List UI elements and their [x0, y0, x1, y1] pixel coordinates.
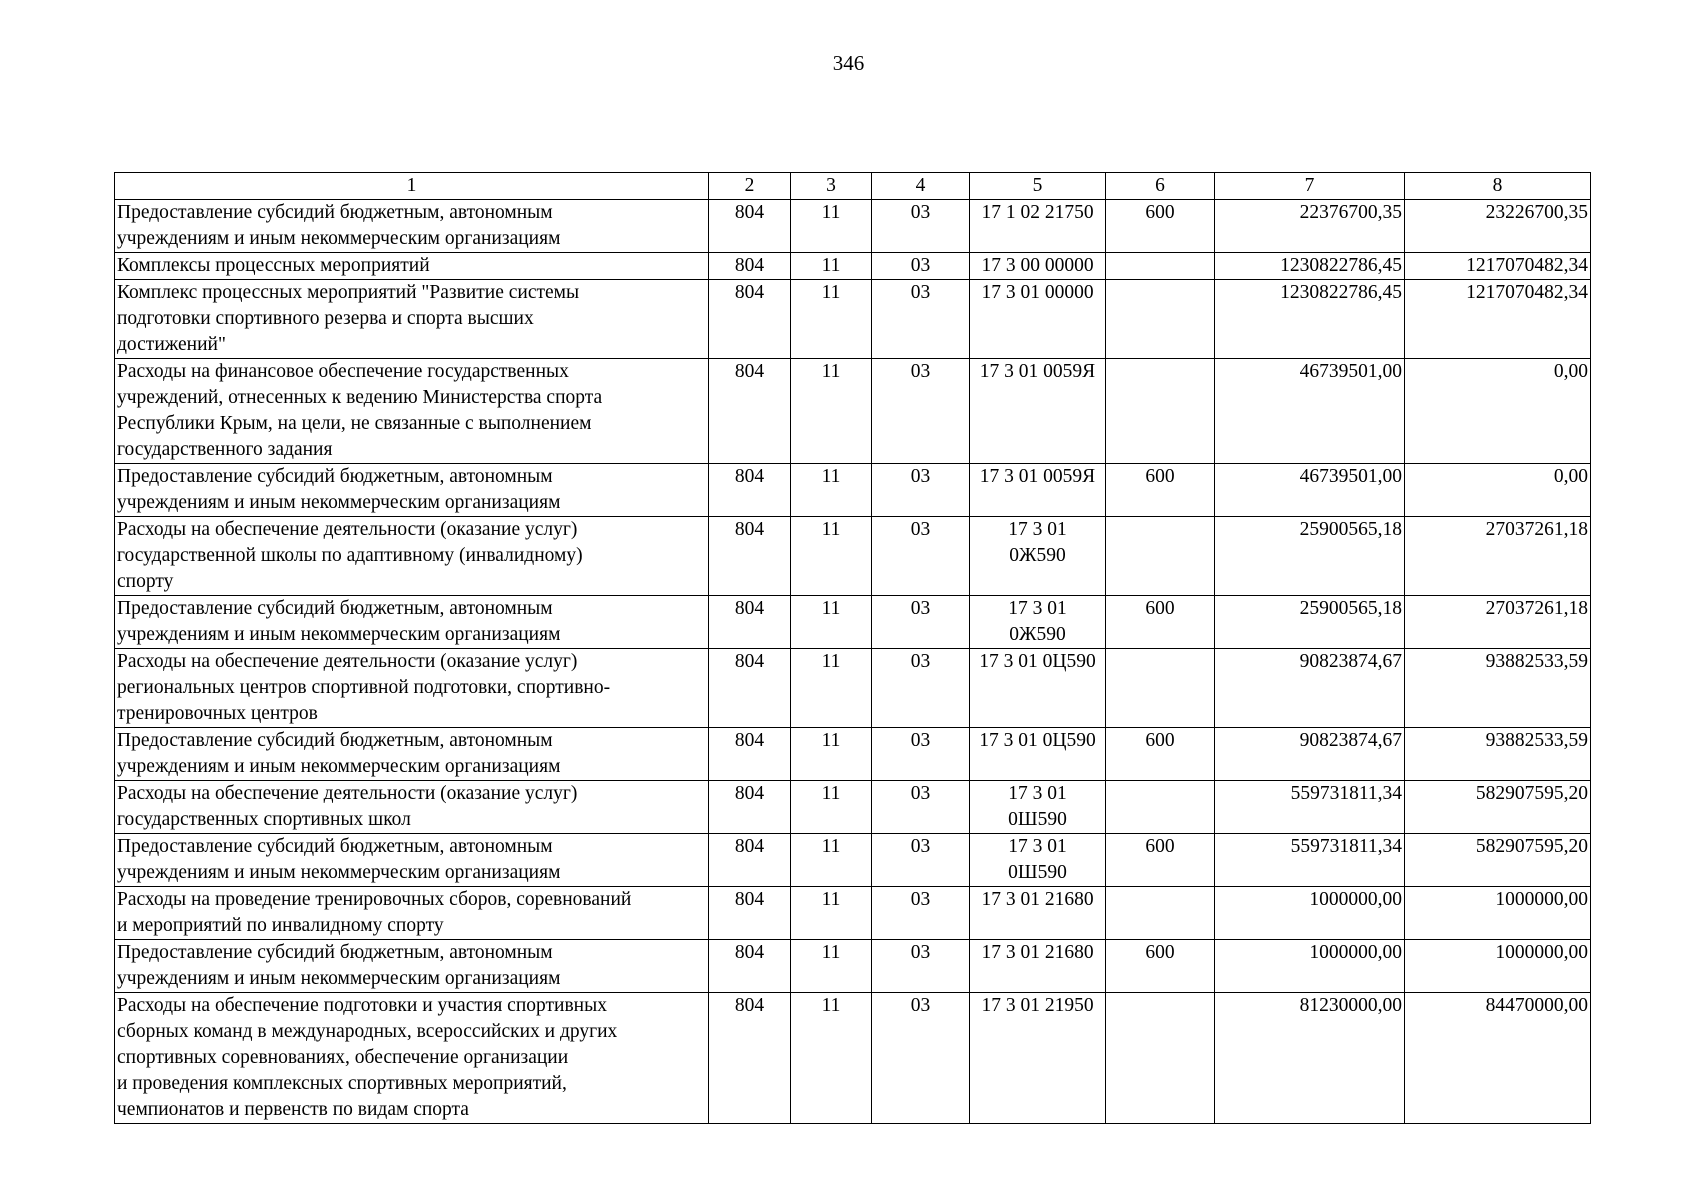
- department-code-cell: 804: [709, 596, 791, 649]
- amount-year-1-cell: 1000000,00: [1215, 940, 1405, 993]
- subsection-code-cell: 03: [872, 834, 970, 887]
- amount-year-2-cell: 1217070482,34: [1405, 253, 1591, 280]
- department-code-cell: 804: [709, 940, 791, 993]
- column-header: 8: [1405, 173, 1591, 200]
- column-header: 6: [1106, 173, 1215, 200]
- amount-year-1-cell: 1230822786,45: [1215, 253, 1405, 280]
- subsection-code-cell: 03: [872, 728, 970, 781]
- department-code-cell: 804: [709, 464, 791, 517]
- section-code-cell: 11: [791, 834, 872, 887]
- amount-year-2-cell: 1000000,00: [1405, 940, 1591, 993]
- expense-name-cell: Предоставление субсидий бюджетным, автономным учреждениям и иным некоммерческим организациям: [115, 596, 709, 649]
- expense-name-cell: Предоставление субсидий бюджетным, автономным учреждениям и иным некоммерческим организациям: [115, 728, 709, 781]
- amount-year-1-cell: 22376700,35: [1215, 200, 1405, 253]
- amount-year-1-cell: 90823874,67: [1215, 728, 1405, 781]
- department-code-cell: 804: [709, 280, 791, 359]
- table-row: [115, 940, 1591, 993]
- table-row: [115, 993, 1591, 1124]
- section-code-cell: 11: [791, 649, 872, 728]
- amount-year-2-cell: 84470000,00: [1405, 993, 1591, 1124]
- section-code-cell: 11: [791, 940, 872, 993]
- expense-type-cell: 600: [1106, 728, 1215, 781]
- amount-year-2-cell: 1000000,00: [1405, 887, 1591, 940]
- target-article-cell: 17 3 01 21680: [970, 940, 1106, 993]
- subsection-code-cell: 03: [872, 781, 970, 834]
- department-code-cell: 804: [709, 834, 791, 887]
- department-code-cell: 804: [709, 781, 791, 834]
- subsection-code-cell: 03: [872, 649, 970, 728]
- department-code-cell: 804: [709, 517, 791, 596]
- expense-name-cell: Расходы на обеспечение подготовки и участия спортивных сборных команд в международных, всероссийских и других спортивных соревнованиях, обеспечение организации и проведения комплексных спортивных мероприятий, чемпионатов и первенств по видам спорта: [115, 993, 709, 1124]
- expense-type-cell: 600: [1106, 200, 1215, 253]
- subsection-code-cell: 03: [872, 517, 970, 596]
- table-body: [115, 200, 1591, 1124]
- amount-year-1-cell: 1230822786,45: [1215, 280, 1405, 359]
- table-header-row: [115, 173, 1591, 200]
- amount-year-1-cell: 25900565,18: [1215, 596, 1405, 649]
- column-header: 7: [1215, 173, 1405, 200]
- target-article-cell: 17 3 00 00000: [970, 253, 1106, 280]
- amount-year-1-cell: 46739501,00: [1215, 359, 1405, 464]
- amount-year-2-cell: 582907595,20: [1405, 781, 1591, 834]
- department-code-cell: 804: [709, 253, 791, 280]
- expense-type-cell: 600: [1106, 834, 1215, 887]
- amount-year-2-cell: 1217070482,34: [1405, 280, 1591, 359]
- target-article-cell: 17 3 01 21680: [970, 887, 1106, 940]
- amount-year-2-cell: 93882533,59: [1405, 649, 1591, 728]
- target-article-cell: 17 3 01 0Ц590: [970, 649, 1106, 728]
- target-article-cell: 17 3 01 0Ц590: [970, 728, 1106, 781]
- department-code-cell: 804: [709, 200, 791, 253]
- expense-name-cell: Расходы на обеспечение деятельности (оказание услуг) государственной школы по адаптивному (инвалидному) спорту: [115, 517, 709, 596]
- target-article-cell: 17 3 01 00000: [970, 280, 1106, 359]
- expense-type-cell: [1106, 280, 1215, 359]
- expense-type-cell: 600: [1106, 596, 1215, 649]
- expense-name-cell: Комплексы процессных мероприятий: [115, 253, 709, 280]
- department-code-cell: 804: [709, 887, 791, 940]
- department-code-cell: 804: [709, 649, 791, 728]
- target-article-cell: 17 3 01 0Ж590: [970, 517, 1106, 596]
- table-row: [115, 280, 1591, 359]
- expense-name-cell: Расходы на проведение тренировочных сборов, соревнований и мероприятий по инвалидному спорту: [115, 887, 709, 940]
- target-article-cell: 17 3 01 0Ш590: [970, 781, 1106, 834]
- subsection-code-cell: 03: [872, 993, 970, 1124]
- column-header: 1: [115, 173, 709, 200]
- table-row: [115, 517, 1591, 596]
- department-code-cell: 804: [709, 993, 791, 1124]
- amount-year-2-cell: 0,00: [1405, 464, 1591, 517]
- expense-name-cell: Расходы на обеспечение деятельности (оказание услуг) государственных спортивных школ: [115, 781, 709, 834]
- subsection-code-cell: 03: [872, 253, 970, 280]
- expense-name-cell: Предоставление субсидий бюджетным, автономным учреждениям и иным некоммерческим организациям: [115, 464, 709, 517]
- target-article-cell: 17 3 01 0Ж590: [970, 596, 1106, 649]
- subsection-code-cell: 03: [872, 596, 970, 649]
- department-code-cell: 804: [709, 359, 791, 464]
- section-code-cell: 11: [791, 253, 872, 280]
- amount-year-1-cell: 25900565,18: [1215, 517, 1405, 596]
- table-row: [115, 596, 1591, 649]
- page-number: 346: [832, 51, 865, 75]
- expense-type-cell: [1106, 781, 1215, 834]
- section-code-cell: 11: [791, 359, 872, 464]
- amount-year-1-cell: 46739501,00: [1215, 464, 1405, 517]
- target-article-cell: 17 3 01 21950: [970, 993, 1106, 1124]
- section-code-cell: 11: [791, 596, 872, 649]
- subsection-code-cell: 03: [872, 887, 970, 940]
- expense-type-cell: 600: [1106, 464, 1215, 517]
- expense-name-cell: Комплекс процессных мероприятий "Развитие системы подготовки спортивного резерва и спорта высших достижений": [115, 280, 709, 359]
- section-code-cell: 11: [791, 200, 872, 253]
- table-row: [115, 834, 1591, 887]
- subsection-code-cell: 03: [872, 280, 970, 359]
- amount-year-2-cell: 23226700,35: [1405, 200, 1591, 253]
- amount-year-1-cell: 559731811,34: [1215, 834, 1405, 887]
- budget-table: [114, 172, 1591, 1124]
- amount-year-1-cell: 1000000,00: [1215, 887, 1405, 940]
- expense-name-cell: Предоставление субсидий бюджетным, автономным учреждениям и иным некоммерческим организациям: [115, 834, 709, 887]
- subsection-code-cell: 03: [872, 200, 970, 253]
- expense-type-cell: [1106, 517, 1215, 596]
- section-code-cell: 11: [791, 728, 872, 781]
- expense-name-cell: Предоставление субсидий бюджетным, автономным учреждениям и иным некоммерческим организациям: [115, 940, 709, 993]
- section-code-cell: 11: [791, 887, 872, 940]
- table-row: [115, 253, 1591, 280]
- expense-type-cell: [1106, 649, 1215, 728]
- amount-year-1-cell: 81230000,00: [1215, 993, 1405, 1124]
- column-header: 4: [872, 173, 970, 200]
- section-code-cell: 11: [791, 280, 872, 359]
- expense-type-cell: [1106, 887, 1215, 940]
- target-article-cell: 17 1 02 21750: [970, 200, 1106, 253]
- section-code-cell: 11: [791, 781, 872, 834]
- expense-type-cell: [1106, 253, 1215, 280]
- column-header: 3: [791, 173, 872, 200]
- expense-type-cell: [1106, 993, 1215, 1124]
- amount-year-2-cell: 27037261,18: [1405, 596, 1591, 649]
- table-row: [115, 887, 1591, 940]
- subsection-code-cell: 03: [872, 359, 970, 464]
- table-row: [115, 781, 1591, 834]
- target-article-cell: 17 3 01 0Ш590: [970, 834, 1106, 887]
- section-code-cell: 11: [791, 993, 872, 1124]
- table-row: [115, 464, 1591, 517]
- section-code-cell: 11: [791, 517, 872, 596]
- column-header: 2: [709, 173, 791, 200]
- amount-year-2-cell: 93882533,59: [1405, 728, 1591, 781]
- table-row: [115, 728, 1591, 781]
- expense-name-cell: Расходы на финансовое обеспечение государственных учреждений, отнесенных к ведению Министерства спорта Республики Крым, на цели, не связанные с выполнением государственного задания: [115, 359, 709, 464]
- department-code-cell: 804: [709, 728, 791, 781]
- target-article-cell: 17 3 01 0059Я: [970, 359, 1106, 464]
- table-row: [115, 649, 1591, 728]
- expense-type-cell: [1106, 359, 1215, 464]
- expense-name-cell: Предоставление субсидий бюджетным, автономным учреждениям и иным некоммерческим организациям: [115, 200, 709, 253]
- amount-year-2-cell: 0,00: [1405, 359, 1591, 464]
- amount-year-1-cell: 559731811,34: [1215, 781, 1405, 834]
- subsection-code-cell: 03: [872, 940, 970, 993]
- column-header: 5: [970, 173, 1106, 200]
- expense-name-cell: Расходы на обеспечение деятельности (оказание услуг) региональных центров спортивной подготовки, спортивно- тренировочных центров: [115, 649, 709, 728]
- amount-year-2-cell: 582907595,20: [1405, 834, 1591, 887]
- subsection-code-cell: 03: [872, 464, 970, 517]
- target-article-cell: 17 3 01 0059Я: [970, 464, 1106, 517]
- table-row: [115, 200, 1591, 253]
- amount-year-2-cell: 27037261,18: [1405, 517, 1591, 596]
- expense-type-cell: 600: [1106, 940, 1215, 993]
- amount-year-1-cell: 90823874,67: [1215, 649, 1405, 728]
- table-row: [115, 359, 1591, 464]
- section-code-cell: 11: [791, 464, 872, 517]
